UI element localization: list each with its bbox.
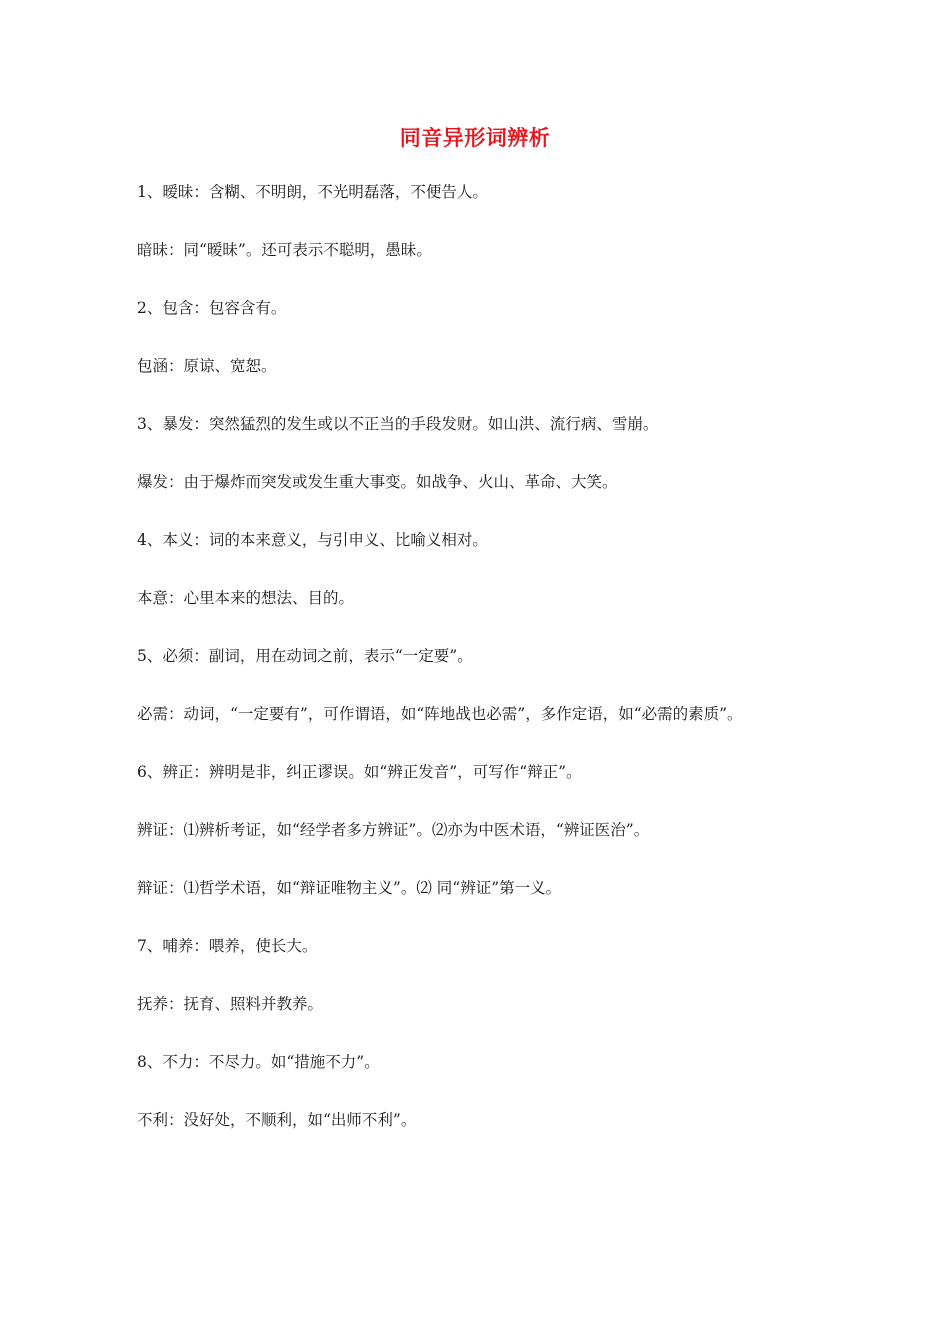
entry-paragraph: 3、暴发：突然猛烈的发生或以不正当的手段发财。如山洪、流行病、雪崩。 <box>137 415 659 433</box>
entry-paragraph: 暗昧：同“暧昧”。还可表示不聪明，愚昧。 <box>137 241 432 259</box>
entry-paragraph: 辨证：⑴辨析考证，如“经学者多方辨证”。⑵亦为中医术语，“辨证医治”。 <box>137 821 650 839</box>
entry-paragraph: 本意：心里本来的想法、目的。 <box>137 589 355 607</box>
entry-paragraph: 8、不力：不尽力。如“措施不力”。 <box>137 1053 380 1071</box>
entry-paragraph: 包涵：原谅、宽恕。 <box>137 357 277 375</box>
entry-paragraph: 不利：没好处，不顺利，如“出师不利”。 <box>137 1111 417 1129</box>
entry-paragraph: 5、必须：副词，用在动词之前，表示“一定要”。 <box>137 647 473 665</box>
entry-paragraph: 1、暧昧：含糊、不明朗，不光明磊落，不便告人。 <box>137 183 488 201</box>
entry-paragraph: 必需：动词，“一定要有”，可作谓语，如“阵地战也必需”，多作定语，如“必需的素质”。 <box>137 705 743 723</box>
entry-paragraph: 抚养：抚育、照料并教养。 <box>137 995 324 1013</box>
entry-paragraph: 4、本义：词的本来意义，与引申义、比喻义相对。 <box>137 531 488 549</box>
entry-list <box>137 173 817 1159</box>
entry-paragraph: 7、哺养：喂养，使长大。 <box>137 937 318 955</box>
document-title: 同音异形词辨析 <box>399 126 551 150</box>
entry-paragraph: 爆发：由于爆炸而突发或发生重大事变。如战争、火山、革命、大笑。 <box>137 473 618 491</box>
entry-paragraph: 2、包含：包容含有。 <box>137 299 287 317</box>
entry-paragraph: 辩证：⑴哲学术语，如“辩证唯物主义”。⑵ 同“辨证”第一义。 <box>137 879 562 897</box>
entry-paragraph: 6、辨正：辨明是非，纠正谬误。如“辨正发音”，可写作“辩正”。 <box>137 763 582 781</box>
